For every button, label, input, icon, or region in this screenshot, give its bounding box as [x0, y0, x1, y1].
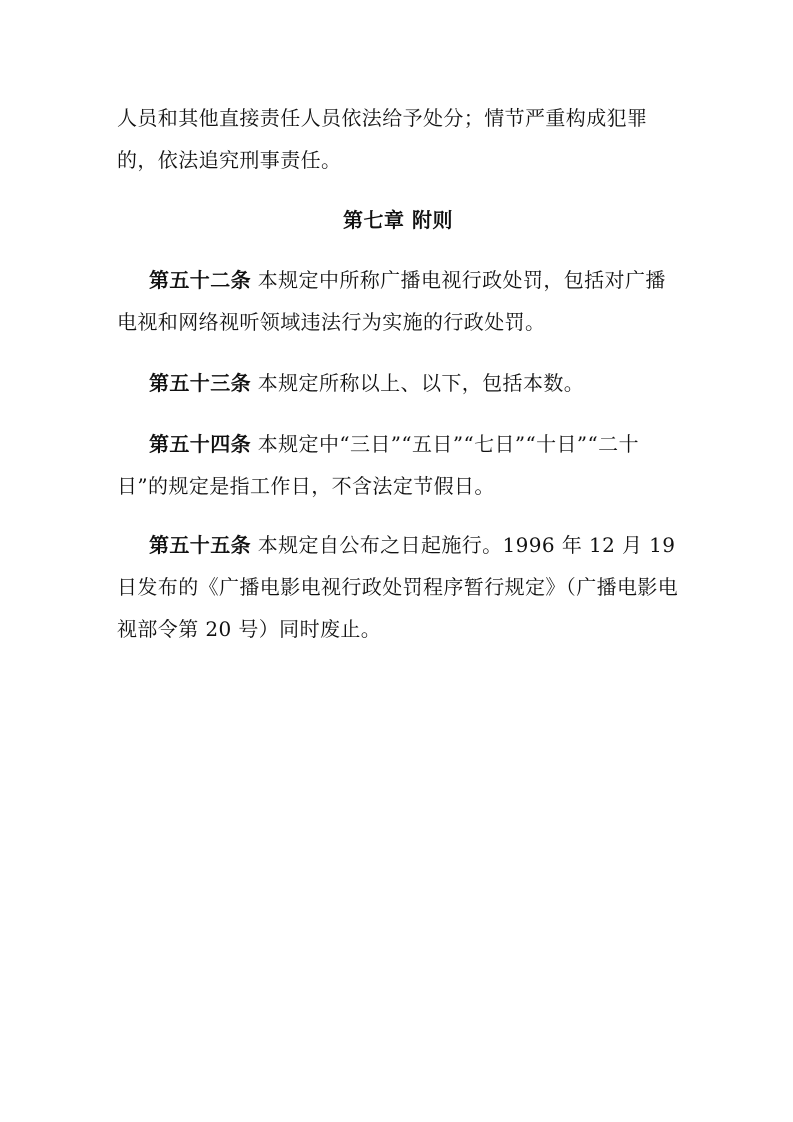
- continuation-text: 人员和其他直接责任人员依法给予处分；情节严重构成犯罪的，依法追究刑事责任。: [117, 106, 648, 172]
- article-52: [117, 259, 679, 343]
- article-text: 本规定所称以上、以下，包括本数。: [251, 371, 585, 395]
- continuation-paragraph: [117, 97, 679, 181]
- chapter-title: 第七章 附则: [343, 208, 453, 232]
- article-54: [117, 423, 679, 507]
- article-text: 本规定自公布之日起施行。1996 年 12 月 19 日发布的《广播电影电视行政处罚程序暂行规定》（广播电影电视部令第 20 号）同时废止。: [117, 533, 679, 641]
- article-text: 本规定中所称广播电视行政处罚，包括对广播电视和网络视听领域违法行为实施的行政处罚。: [117, 268, 666, 334]
- article-55: [117, 524, 679, 650]
- article-number: 第五十三条: [149, 371, 251, 395]
- article-number: 第五十四条: [149, 432, 251, 456]
- article-number: 第五十二条: [149, 268, 251, 292]
- article-number: 第五十五条: [149, 533, 251, 557]
- article-text: 本规定中“三日”“五日”“七日”“十日”“二十日”的规定是指工作日，不含法定节假日。: [117, 432, 639, 498]
- article-53: [117, 362, 679, 404]
